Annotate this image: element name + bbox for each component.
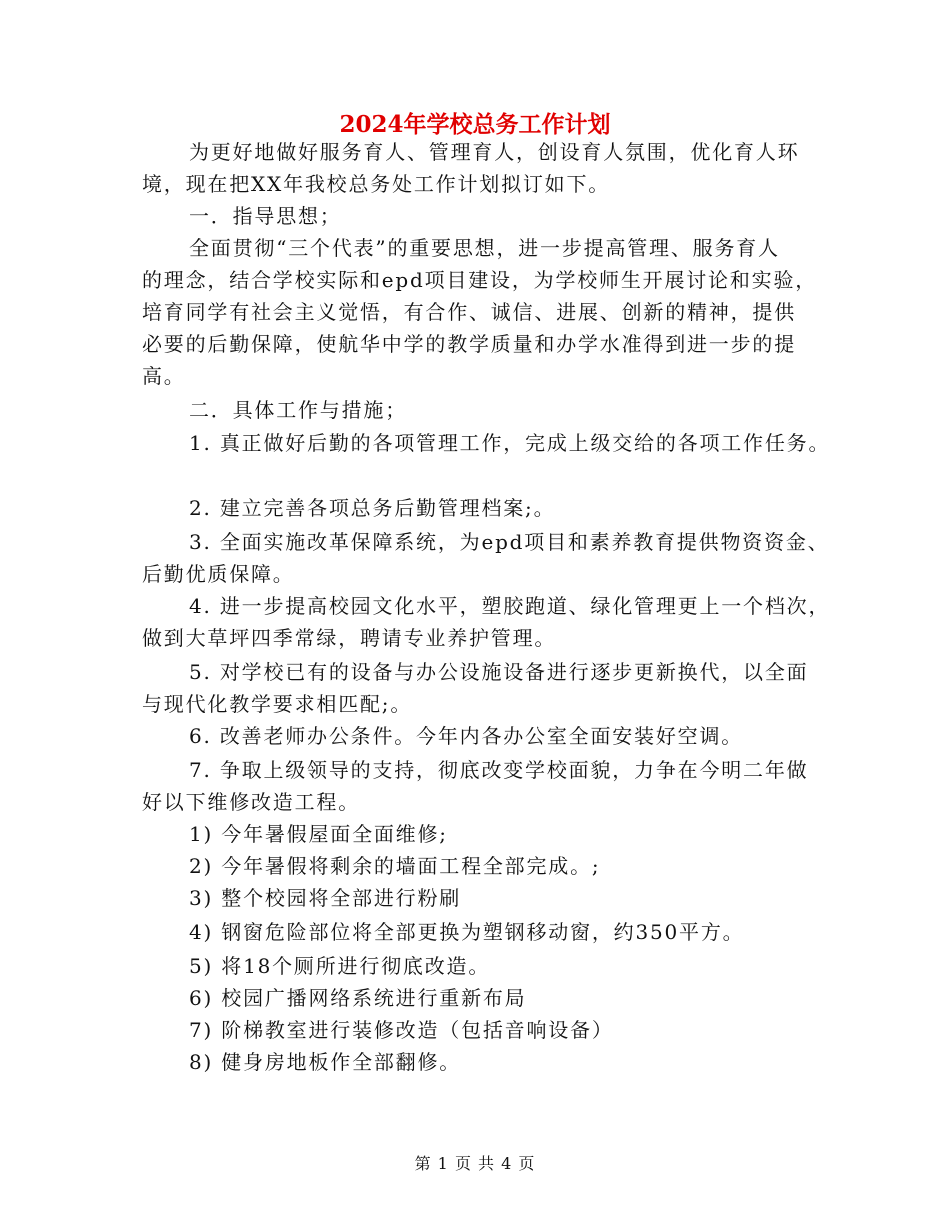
- list-item-continuation: 后勤优质保障。: [142, 562, 295, 586]
- paragraph-line: 培育同学有社会主义觉悟，有合作、诚信、进展、创新的精神，提供: [142, 300, 796, 324]
- document-title: 2024年学校总务工作计划: [339, 111, 611, 138]
- list-item-continuation: 与现代化教学要求相匹配;。: [142, 692, 413, 716]
- sub-list-item: 4) 钢窗危险部位将全部更换为塑钢移动窗，约350平方。: [189, 920, 745, 944]
- paragraph-line: 的理念，结合学校实际和epd项目建设，为学校师生开展讨论和实验，: [142, 268, 818, 292]
- sub-list-item: 6) 校园广播网络系统进行重新布局: [189, 986, 527, 1010]
- sub-list-item: 8) 健身房地板作全部翻修。: [189, 1050, 462, 1074]
- list-item: 2. 建立完善各项总务后勤管理档案;。: [189, 496, 556, 520]
- sub-list-item: 7) 阶梯教室进行装修改造（包括音响设备）: [189, 1018, 614, 1042]
- page-footer: 第 1 页 共 4 页: [414, 1154, 536, 1173]
- paragraph-line: 高。: [142, 364, 186, 388]
- list-item-continuation: 好以下维修改造工程。: [142, 790, 360, 814]
- intro-line: 为更好地做好服务育人、管理育人，创设育人氛围，优化育人环: [189, 140, 800, 164]
- list-item: 1. 真正做好后勤的各项管理工作，完成上级交给的各项工作任务。: [189, 431, 831, 455]
- list-item: 4. 进一步提高校园文化水平，塑胶跑道、绿化管理更上一个档次，: [189, 594, 831, 618]
- list-item: 7. 争取上级领导的支持，彻底改变学校面貌，力争在今明二年做: [189, 758, 809, 782]
- list-item: 6. 改善老师办公条件。今年内各办公室全面安装好空调。: [189, 724, 744, 748]
- list-item-continuation: 做到大草坪四季常绿，聘请专业养护管理。: [142, 626, 557, 650]
- paragraph-line: 全面贯彻“三个代表”的重要思想，进一步提高管理、服务育人: [189, 236, 780, 260]
- intro-line: 境，现在把XX年我校总务处工作计划拟订如下。: [142, 172, 611, 196]
- sub-list-item: 5) 将18个厕所进行彻底改造。: [189, 954, 491, 978]
- list-item: 3. 全面实施改革保障系统，为epd项目和素养教育提供物资资金、: [189, 530, 830, 554]
- list-item: 5. 对学校已有的设备与办公设施设备进行逐步更新换代，以全面: [189, 660, 809, 684]
- sub-list-item: 3) 整个校园将全部进行粉刷: [189, 886, 462, 910]
- sub-list-item: 2) 今年暑假将剩余的墙面工程全部完成。;: [189, 854, 601, 878]
- sub-list-item: 1) 今年暑假屋面全面维修;: [189, 822, 448, 846]
- section-heading: 二．具体工作与措施；: [189, 398, 407, 422]
- section-heading: 一．指导思想；: [189, 204, 342, 228]
- paragraph-line: 必要的后勤保障，使航华中学的教学质量和办学水准得到进一步的提: [142, 332, 796, 356]
